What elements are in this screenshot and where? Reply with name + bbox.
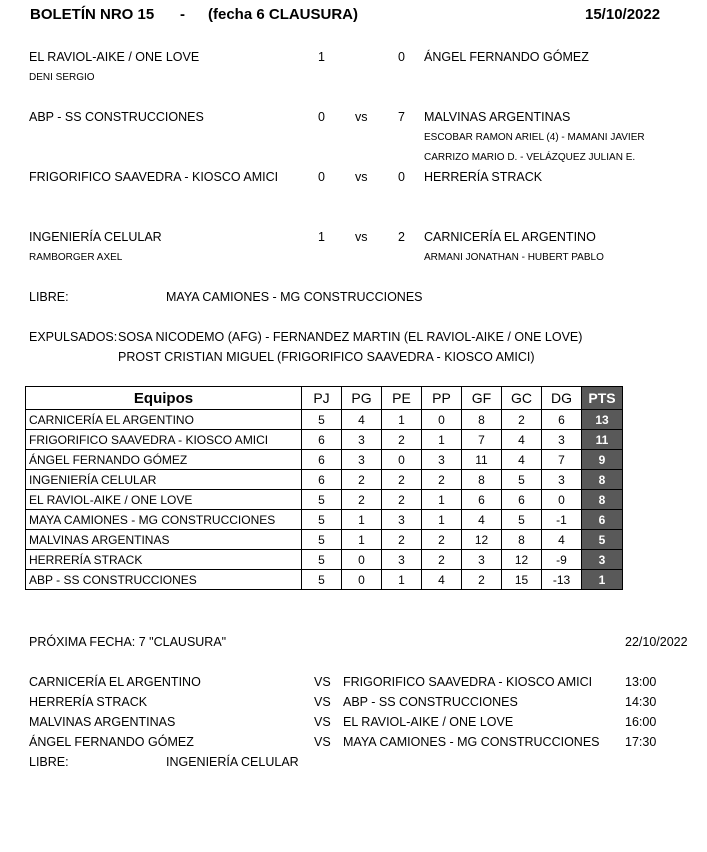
fixture-away: FRIGORIFICO SAAVEDRA - KIOSCO AMICI	[343, 675, 593, 689]
cell-pts: 11	[582, 430, 623, 450]
cell-gc: 15	[502, 570, 542, 590]
match-scorer: RAMBORGER AXEL	[29, 252, 123, 263]
cell-pp: 3	[422, 450, 462, 470]
column-header-gf: GF	[462, 387, 502, 410]
cell-dg: 3	[542, 430, 582, 450]
cell-pe: 3	[382, 550, 422, 570]
match-away-team: CARNICERÍA EL ARGENTINO	[424, 230, 596, 244]
fixture-home: ÁNGEL FERNANDO GÓMEZ	[29, 735, 194, 749]
cell-team: MALVINAS ARGENTINAS	[26, 530, 302, 550]
table-row	[26, 430, 623, 450]
libre-team: MAYA CAMIONES - MG CONSTRUCCIONES	[166, 290, 423, 304]
cell-pg: 2	[342, 470, 382, 490]
cell-pg: 2	[342, 490, 382, 510]
standings-body	[26, 410, 623, 590]
expulsados-line: PROST CRISTIAN MIGUEL (FRIGORIFICO SAAVEDRA - KIOSCO AMICI)	[118, 350, 535, 364]
match-away-team: MALVINAS ARGENTINAS	[424, 110, 571, 124]
bulletin-title: BOLETÍN NRO 15	[30, 6, 155, 23]
fixture-vs: VS	[314, 695, 331, 709]
cell-pe: 2	[382, 470, 422, 490]
fixture-home: CARNICERÍA EL ARGENTINO	[29, 675, 201, 689]
cell-pe: 2	[382, 430, 422, 450]
table-row	[26, 410, 623, 430]
cell-team: ÁNGEL FERNANDO GÓMEZ	[26, 450, 302, 470]
match-scorer: CARRIZO MARIO D. - VELÁZQUEZ JULIAN E.	[424, 152, 636, 163]
fixture-vs: VS	[314, 675, 331, 689]
cell-gc: 5	[502, 510, 542, 530]
cell-pp: 1	[422, 490, 462, 510]
cell-gf: 3	[462, 550, 502, 570]
expulsados-line: SOSA NICODEMO (AFG) - FERNANDEZ MARTIN (EL RAVIOL-AIKE / ONE LOVE)	[118, 330, 583, 344]
match-home-team: EL RAVIOL-AIKE / ONE LOVE	[29, 50, 200, 64]
cell-gc: 6	[502, 490, 542, 510]
cell-pp: 2	[422, 470, 462, 490]
cell-pts: 3	[582, 550, 623, 570]
cell-pts: 8	[582, 470, 623, 490]
cell-pj: 5	[302, 550, 342, 570]
cell-pts: 13	[582, 410, 623, 430]
cell-pe: 2	[382, 490, 422, 510]
expulsados-label: EXPULSADOS:	[29, 330, 118, 344]
table-row	[26, 490, 623, 510]
cell-pj: 6	[302, 450, 342, 470]
cell-gf: 11	[462, 450, 502, 470]
column-header-pe: PE	[382, 387, 422, 410]
table-row	[26, 510, 623, 530]
next-round-label: PRÓXIMA FECHA: 7 "CLAUSURA"	[29, 635, 227, 649]
fixture-away: MAYA CAMIONES - MG CONSTRUCCIONES	[343, 735, 600, 749]
cell-pj: 5	[302, 530, 342, 550]
column-header-gc: GC	[502, 387, 542, 410]
match-away-score: 2	[398, 230, 405, 244]
next-libre-team: INGENIERÍA CELULAR	[166, 755, 299, 769]
match-away-team: ÁNGEL FERNANDO GÓMEZ	[424, 50, 589, 64]
cell-gf: 8	[462, 470, 502, 490]
fixture-home: MALVINAS ARGENTINAS	[29, 715, 176, 729]
cell-pg: 0	[342, 550, 382, 570]
fixture-time: 17:30	[625, 735, 657, 749]
cell-team: MAYA CAMIONES - MG CONSTRUCCIONES	[26, 510, 302, 530]
fixture-vs: VS	[314, 735, 331, 749]
cell-pts: 8	[582, 490, 623, 510]
bulletin-date: 15/10/2022	[585, 6, 661, 23]
column-header-pg: PG	[342, 387, 382, 410]
standings-table	[25, 386, 623, 590]
match-home-score: 0	[318, 110, 325, 124]
cell-pe: 2	[382, 530, 422, 550]
cell-pe: 0	[382, 450, 422, 470]
cell-dg: -1	[542, 510, 582, 530]
cell-pj: 5	[302, 490, 342, 510]
cell-gf: 12	[462, 530, 502, 550]
cell-pj: 5	[302, 510, 342, 530]
cell-pe: 1	[382, 570, 422, 590]
cell-gf: 2	[462, 570, 502, 590]
cell-pp: 0	[422, 410, 462, 430]
cell-pts: 6	[582, 510, 623, 530]
libre-label: LIBRE:	[29, 290, 69, 304]
table-row	[26, 530, 623, 550]
cell-team: ABP - SS CONSTRUCCIONES	[26, 570, 302, 590]
table-row	[26, 570, 623, 590]
fixture-home: HERRERÍA STRACK	[29, 695, 148, 709]
fixture-time: 14:30	[625, 695, 657, 709]
next-libre-label: LIBRE:	[29, 755, 69, 769]
table-row	[26, 470, 623, 490]
match-home-score: 0	[318, 170, 325, 184]
match-away-score: 7	[398, 110, 405, 124]
round-title: (fecha 6 CLAUSURA)	[208, 6, 359, 23]
cell-pp: 1	[422, 510, 462, 530]
fixture-away: EL RAVIOL-AIKE / ONE LOVE	[343, 715, 514, 729]
column-header-pp: PP	[422, 387, 462, 410]
match-home-team: FRIGORIFICO SAAVEDRA - KIOSCO AMICI	[29, 170, 279, 184]
match-away-score: 0	[398, 50, 405, 64]
cell-pp: 2	[422, 550, 462, 570]
cell-pp: 4	[422, 570, 462, 590]
cell-gf: 4	[462, 510, 502, 530]
table-row	[26, 550, 623, 570]
column-header-dg: DG	[542, 387, 582, 410]
cell-gf: 8	[462, 410, 502, 430]
cell-pj: 6	[302, 430, 342, 450]
match-home-score: 1	[318, 50, 325, 64]
cell-pg: 4	[342, 410, 382, 430]
cell-gc: 4	[502, 450, 542, 470]
cell-pp: 2	[422, 530, 462, 550]
cell-pj: 5	[302, 570, 342, 590]
cell-dg: 4	[542, 530, 582, 550]
fixture-away: ABP - SS CONSTRUCCIONES	[343, 695, 518, 709]
match-scorer: ESCOBAR RAMON ARIEL (4) - MAMANI JAVIER	[424, 132, 645, 143]
standings-header-row	[26, 387, 623, 410]
cell-dg: -13	[542, 570, 582, 590]
cell-gc: 4	[502, 430, 542, 450]
cell-pts: 1	[582, 570, 623, 590]
column-header-pj: PJ	[302, 387, 342, 410]
cell-team: CARNICERÍA EL ARGENTINO	[26, 410, 302, 430]
match-home-score: 1	[318, 230, 325, 244]
cell-gf: 6	[462, 490, 502, 510]
cell-gc: 12	[502, 550, 542, 570]
cell-dg: -9	[542, 550, 582, 570]
match-vs: vs	[355, 170, 368, 184]
match-away-score: 0	[398, 170, 405, 184]
cell-dg: 0	[542, 490, 582, 510]
match-home-team: INGENIERÍA CELULAR	[29, 230, 162, 244]
fixture-time: 13:00	[625, 675, 657, 689]
cell-pj: 5	[302, 410, 342, 430]
cell-pp: 1	[422, 430, 462, 450]
cell-dg: 7	[542, 450, 582, 470]
cell-dg: 6	[542, 410, 582, 430]
cell-pg: 1	[342, 510, 382, 530]
cell-team: EL RAVIOL-AIKE / ONE LOVE	[26, 490, 302, 510]
match-away-team: HERRERÍA STRACK	[424, 170, 543, 184]
cell-team: FRIGORIFICO SAAVEDRA - KIOSCO AMICI	[26, 430, 302, 450]
header-dash: -	[180, 6, 185, 23]
cell-pe: 1	[382, 410, 422, 430]
column-header-pts: PTS	[582, 387, 623, 410]
next-round-date: 22/10/2022	[625, 635, 688, 649]
cell-gc: 8	[502, 530, 542, 550]
match-scorer: DENI SERGIO	[29, 72, 95, 83]
cell-dg: 3	[542, 470, 582, 490]
cell-pg: 3	[342, 430, 382, 450]
table-row	[26, 450, 623, 470]
column-header-equipos: Equipos	[26, 387, 302, 410]
cell-gc: 5	[502, 470, 542, 490]
cell-pts: 5	[582, 530, 623, 550]
cell-pg: 1	[342, 530, 382, 550]
match-scorer: ARMANI JONATHAN - HUBERT PABLO	[424, 252, 604, 263]
match-home-team: ABP - SS CONSTRUCCIONES	[29, 110, 204, 124]
fixture-vs: VS	[314, 715, 331, 729]
match-vs: vs	[355, 110, 368, 124]
cell-pts: 9	[582, 450, 623, 470]
fixture-time: 16:00	[625, 715, 657, 729]
cell-gf: 7	[462, 430, 502, 450]
cell-pg: 0	[342, 570, 382, 590]
cell-team: INGENIERÍA CELULAR	[26, 470, 302, 490]
cell-gc: 2	[502, 410, 542, 430]
match-vs: vs	[355, 230, 368, 244]
cell-team: HERRERÍA STRACK	[26, 550, 302, 570]
cell-pe: 3	[382, 510, 422, 530]
cell-pj: 6	[302, 470, 342, 490]
cell-pg: 3	[342, 450, 382, 470]
